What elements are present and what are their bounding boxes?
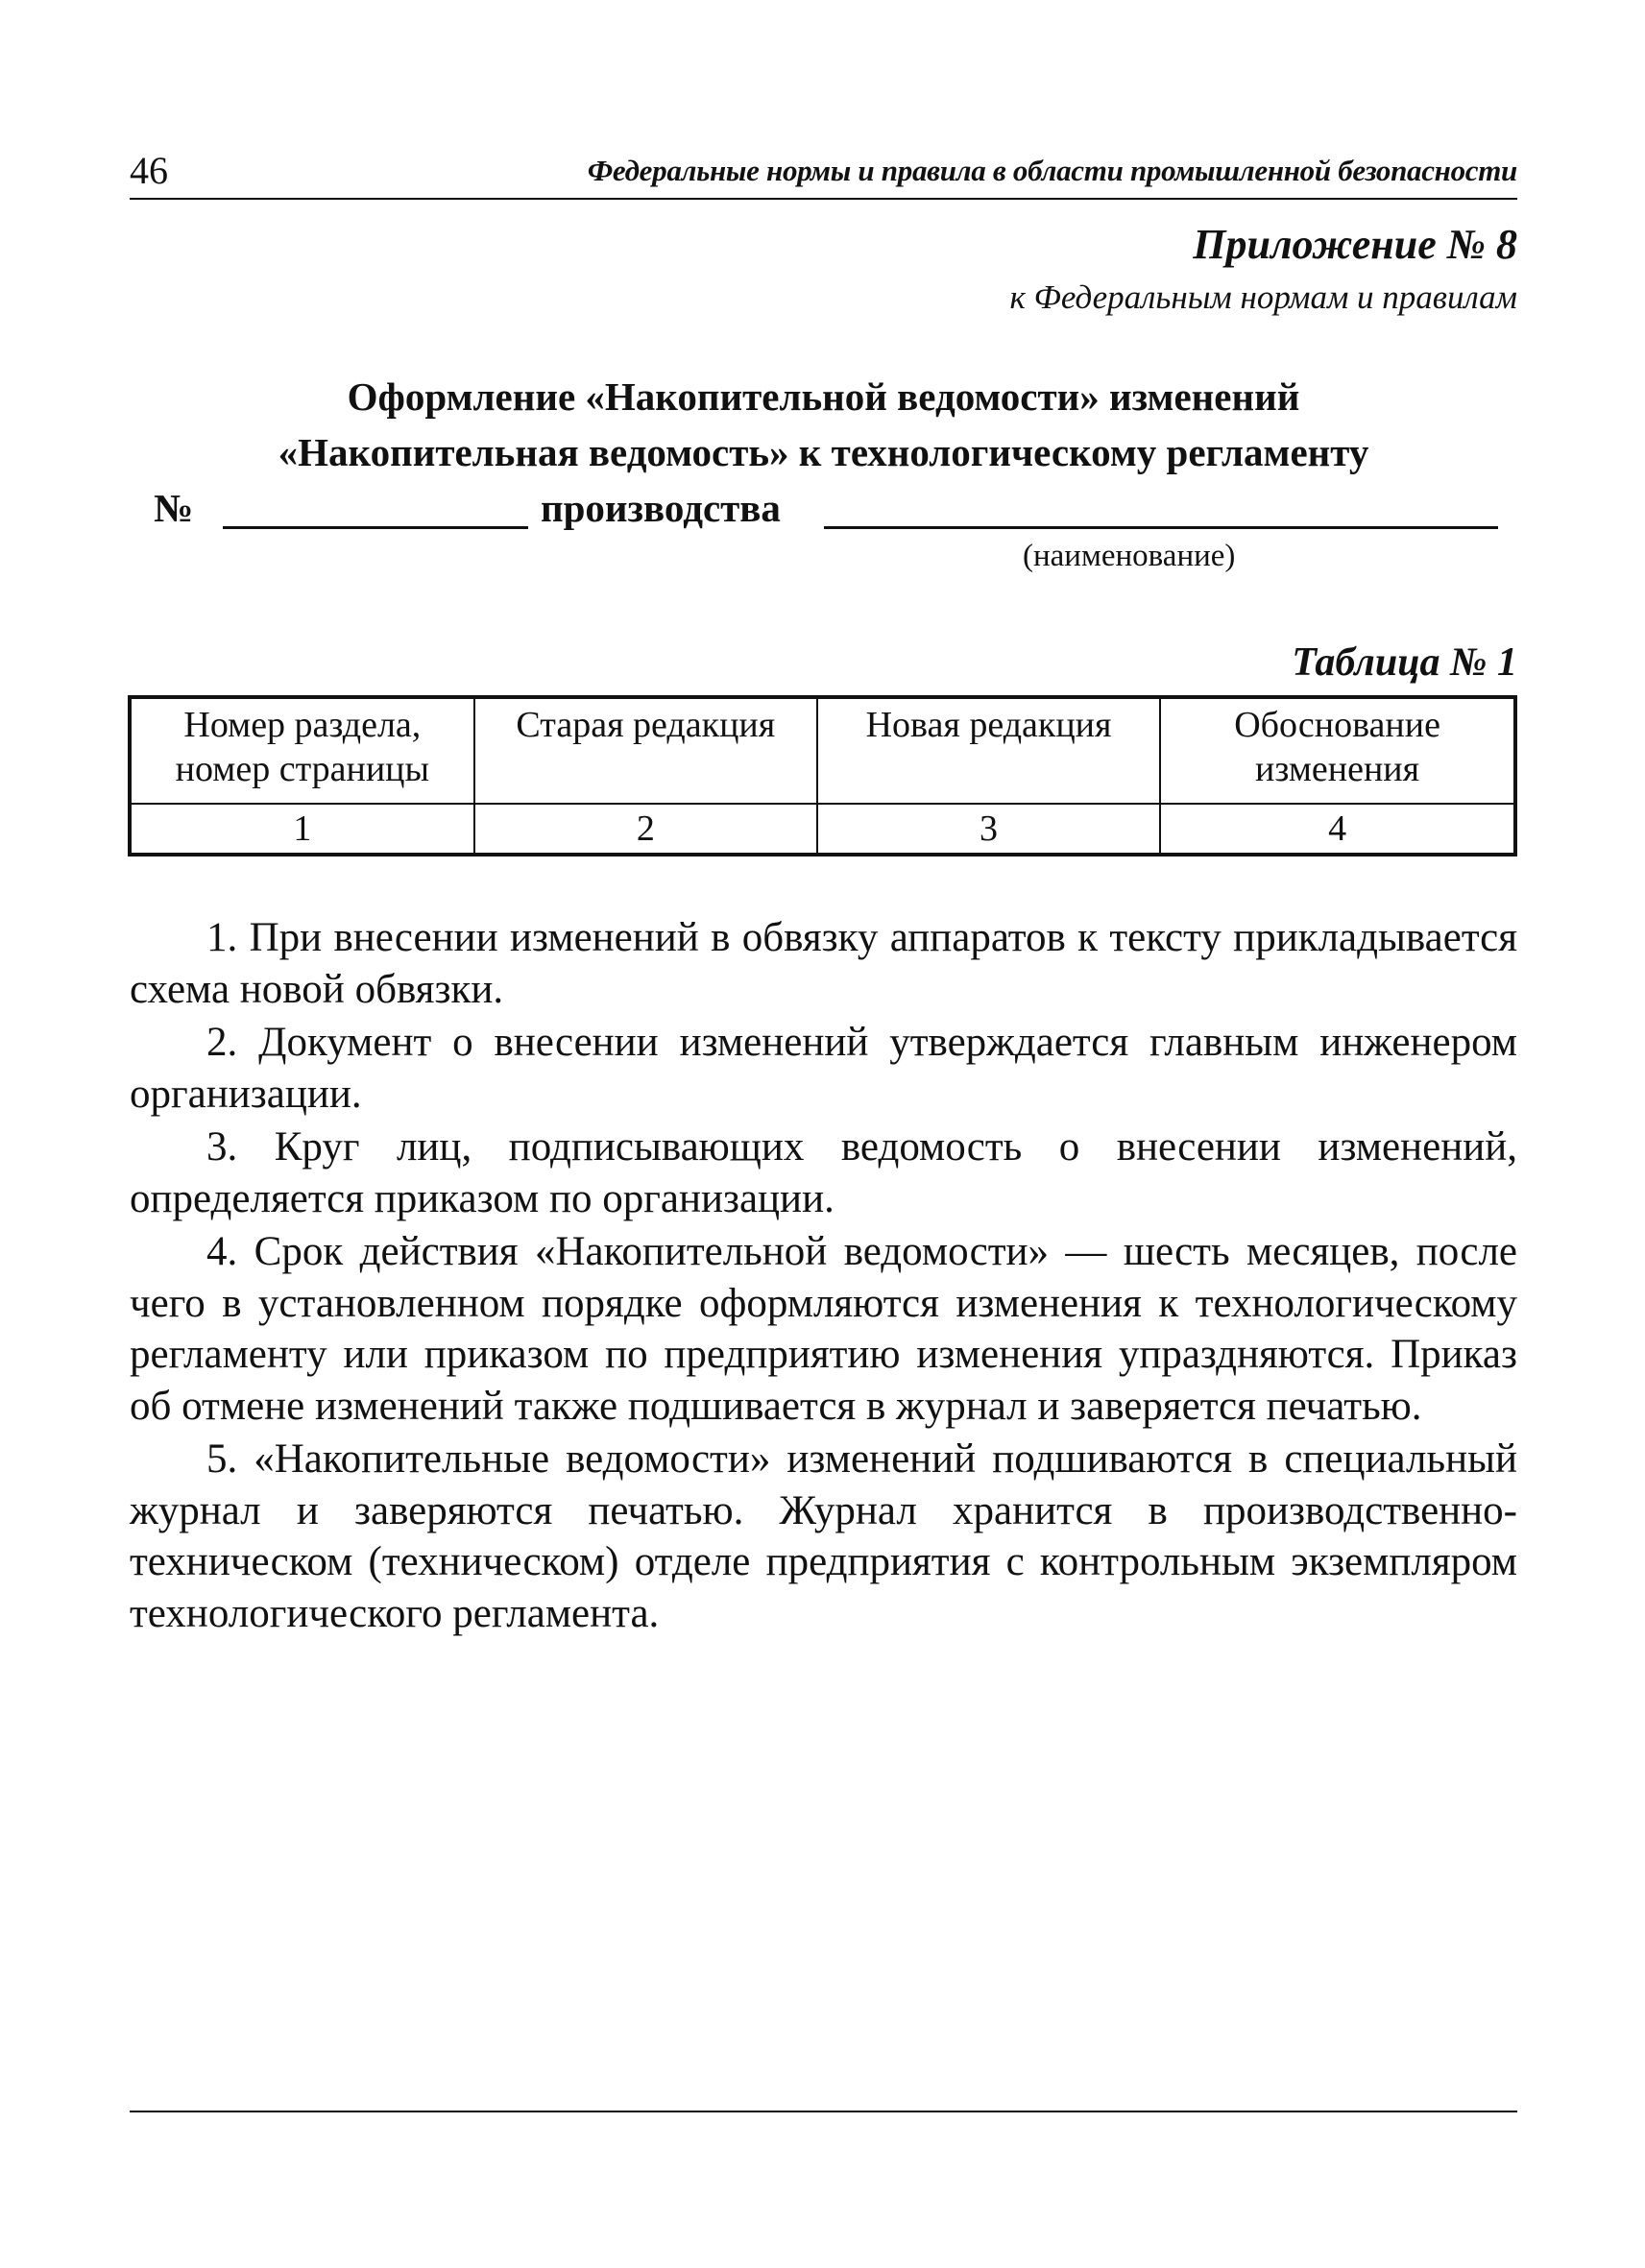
column-number-cell: 4 xyxy=(1160,804,1515,855)
header-text: номер страницы xyxy=(175,749,430,789)
paragraph-1: 1. При внесении изменений в обвязку аппаратов к тексту прикладывается схема новой обвязки. xyxy=(130,915,1517,1012)
running-header xyxy=(130,144,1517,200)
column-number-cell: 1 xyxy=(130,804,474,855)
number-sign: № xyxy=(154,486,194,530)
table-header-row xyxy=(130,697,1515,804)
production-label: производства xyxy=(541,486,781,530)
name-caption: (наименование) xyxy=(1023,539,1236,573)
header-text: изменения xyxy=(1255,749,1420,789)
table-header-cell xyxy=(130,697,474,804)
column-number-cell: 3 xyxy=(817,804,1160,855)
paragraph-4: 4. Срок действия «Накопительной ведомости» — шесть месяцев, после чего в установленном порядке оформляются изменения к технологическому регламенту или приказом по предприятию изменения упраздняются. Приказ об отмене изменений также подшивается в журнал и заверяется печатью. xyxy=(130,1229,1517,1429)
body-text xyxy=(130,912,1517,1641)
running-title: Федеральные нормы и правила в области промышленной безопасности xyxy=(587,154,1517,187)
header-text: Старая редакция xyxy=(516,705,776,745)
header-text: Номер раздела, xyxy=(183,705,422,745)
table-number-row xyxy=(130,804,1515,855)
table-header-cell xyxy=(817,697,1160,804)
document-title-line-2: «Накопительная ведомость» к технологическому регламенту xyxy=(278,430,1369,474)
table-header-cell xyxy=(474,697,817,804)
number-blank-line xyxy=(223,526,528,529)
header-text: Новая редакция xyxy=(865,705,1112,745)
changes-table xyxy=(128,695,1517,857)
appendix-title: Приложение № 8 xyxy=(1193,221,1517,268)
appendix-subtitle: к Федеральным нормам и правилам xyxy=(1009,278,1517,316)
document-title-line-3 xyxy=(154,484,1498,536)
column-number-cell: 2 xyxy=(474,804,817,855)
table-header-cell xyxy=(1160,697,1515,804)
paragraph-3: 3. Круг лиц, подписывающих ведомость о внесении изменений, определяется приказом по организации. xyxy=(130,1124,1517,1221)
production-name-blank-line xyxy=(824,526,1498,529)
paragraph-2: 2. Документ о внесении изменений утверждается главным инженером организации. xyxy=(130,1020,1517,1117)
bottom-rule xyxy=(130,2111,1517,2112)
page-number: 46 xyxy=(130,149,168,192)
header-text: Обоснование xyxy=(1234,705,1440,745)
document-title-line-1: Оформление «Накопительной ведомости» изменений xyxy=(347,374,1300,419)
table-label: Таблица № 1 xyxy=(1292,640,1517,685)
paragraph-5: 5. «Накопительные ведомости» изменений подшиваются в специальный журнал и заверяются печатью. Журнал хранится в производственно-техническом (техническом) отделе предприятия с контрольным экземпляром технологического регламента. xyxy=(130,1436,1517,1636)
